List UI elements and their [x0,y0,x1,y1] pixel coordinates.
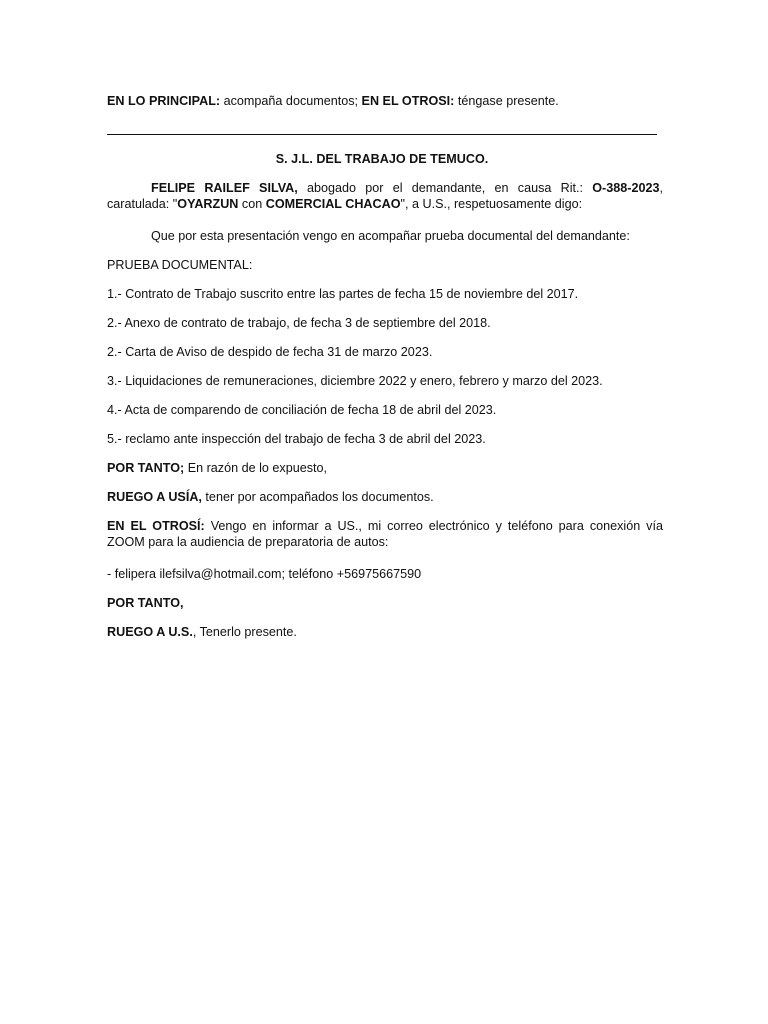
contact-line: - felipera ilefsilva@hotmail.com; teléfono +56975667590 [107,567,422,581]
evidence-item: 2.- Anexo de contrato de trabajo, de fecha 3 de septiembre del 2018. [107,316,491,330]
evidence-item: 3.- Liquidaciones de remuneraciones, diciembre 2022 y enero, febrero y marzo del 2023. [107,374,603,388]
por-tanto-1-text: En razón de lo expuesto, [184,461,328,475]
intro-text-1: abogado por el demandante, en causa Rit.: [297,181,593,195]
ruego-2-label: RUEGO A U.S. [107,625,193,639]
otrosi-paragraph-label: EN EL OTROSÍ: [107,519,205,533]
intro-text-2: , caratulada: " [107,181,663,211]
ruego-1 [107,490,663,506]
evidence-item: 1.- Contrato de Trabajo suscrito entre las partes de fecha 15 de noviembre del 2017. [107,287,579,301]
por-tanto-2: POR TANTO, [107,596,184,610]
statement-paragraph: Que por esta presentación vengo en acompañar prueba documental del demandante: [151,229,630,243]
principal-text: acompaña documentos; [220,94,362,108]
evidence-item: 2.- Carta de Aviso de despido de fecha 31 de marzo 2023. [107,345,433,359]
intro-text-4: ", a U.S., respetuosamente digo: [400,196,583,211]
por-tanto-1 [107,461,663,477]
court-heading: S. J.L. DEL TRABAJO DE TEMUCO. [275,152,489,166]
lawyer-name: FELIPE RAILEF SILVA, [151,181,298,195]
otrosi-label: EN EL OTROSI: [361,94,455,108]
otrosi-paragraph [107,519,663,550]
por-tanto-1-label: POR TANTO; [107,461,185,475]
evidence-item: 4.- Acta de comparendo de conciliación de fecha 18 de abril del 2023. [107,403,497,417]
ruego-1-text: tener por acompañados los documentos. [201,490,434,504]
otrosi-text: téngase presente. [454,94,559,108]
evidence-heading: PRUEBA DOCUMENTAL: [107,258,253,272]
case-plaintiff: OYARZUN [177,196,239,211]
otrosi-paragraph-text: Vengo en informar a US., mi correo electrónico y teléfono para conexión vía ZOOM para la audiencia de preparatoria de autos: [107,519,663,549]
intro-text-3: con [238,196,266,211]
ruego-2 [107,625,663,641]
case-company: COMERCIAL CHACAO [265,196,401,211]
intro-paragraph [107,181,663,212]
sumilla [107,94,663,110]
ruego-2-text: , Tenerlo presente. [192,625,297,639]
separator-line [107,134,657,135]
case-rit: O-388-2023 [592,181,660,195]
ruego-1-label: RUEGO A USÍA, [107,490,202,504]
evidence-item: 5.- reclamo ante inspección del trabajo de fecha 3 de abril del 2023. [107,432,486,446]
principal-label: EN LO PRINCIPAL: [107,94,221,108]
